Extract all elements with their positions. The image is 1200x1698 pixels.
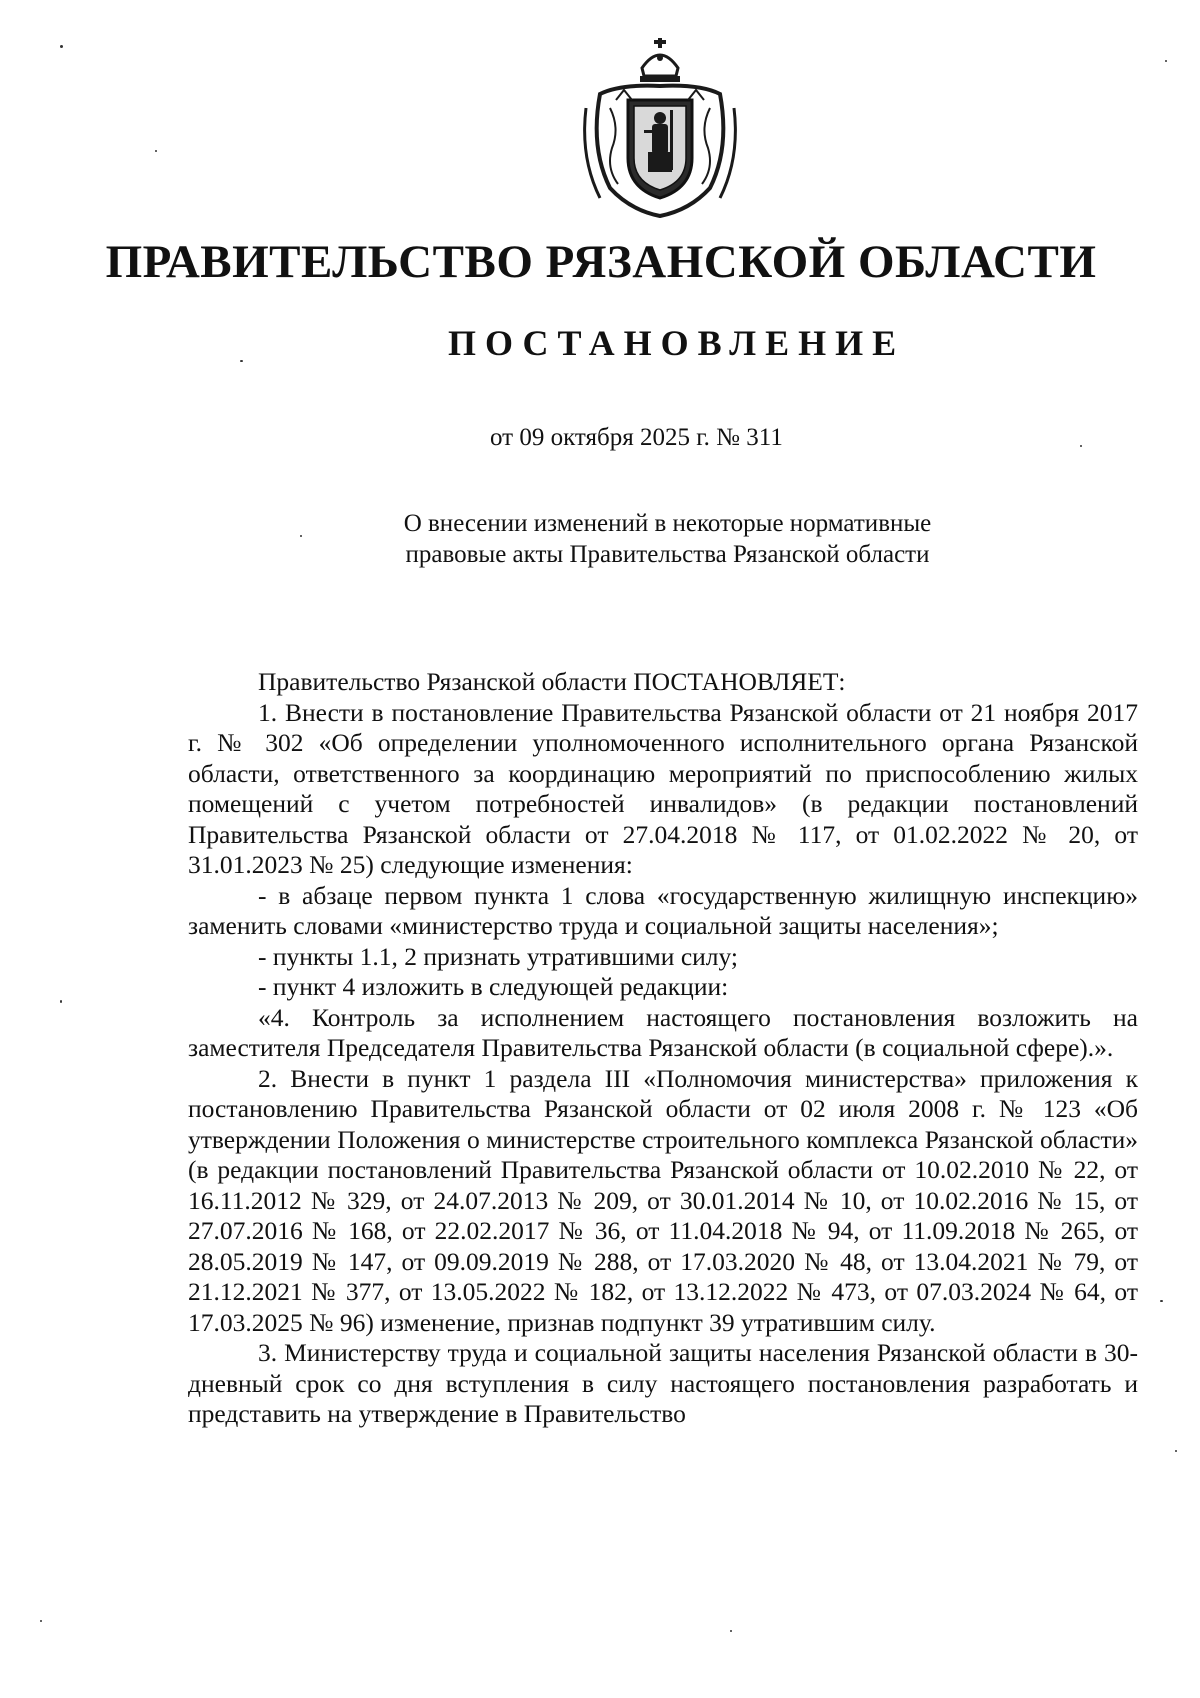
scan-speck xyxy=(40,1620,42,1622)
scan-speck xyxy=(730,1630,732,1632)
scan-speck xyxy=(1165,60,1167,62)
document-type-title: ПОСТАНОВЛЕНИЕ xyxy=(448,323,906,363)
paragraph-item-3: 3. Министерству труда и социальной защиты населения Рязанской области в 30-дневный срок со дня вступления в силу настоящего постановления разработать и представить на утверждение в Правительство xyxy=(188,1338,1138,1428)
subject-line-2: правовые акты Правительства Рязанской области xyxy=(405,541,930,568)
paragraph-item-1-change-c: - пункт 4 изложить в следующей редакции: xyxy=(258,972,729,1001)
paragraph-item-1-change-b: - пункты 1.1, 2 признать утратившими силу; xyxy=(258,941,739,971)
scan-speck xyxy=(155,150,157,152)
document-date-number: от 09 октября 2025 г. № 311 xyxy=(490,424,783,451)
intro-paragraph: Правительство Рязанской области ПОСТАНОВЛЯЕТ: xyxy=(258,667,846,696)
subject-line-1: О внесении изменений в некоторые нормативные xyxy=(403,510,932,537)
scan-speck xyxy=(1175,1450,1177,1452)
document-subject xyxy=(340,508,995,570)
scan-speck xyxy=(60,45,63,48)
scan-speck xyxy=(60,1000,62,1003)
scan-speck xyxy=(1080,445,1082,447)
paragraph-item-1-quote: «4. Контроль за исполнением настоящего постановления возложить на заместителя Председателя Правительства Рязанской области (в социальной сфере).». xyxy=(188,1002,1138,1062)
scan-speck xyxy=(240,360,243,362)
government-title: ПРАВИТЕЛЬСТВО РЯЗАНСКОЙ ОБЛАСТИ xyxy=(105,236,1097,288)
paragraph-item-1-change-a: - в абзаце первом пункта 1 слова «государственную жилищную инспекцию» заменить словами «министерство труда и социальной защиты населения»; xyxy=(188,880,1138,940)
paragraph-item-2: 2. Внести в пункт 1 раздела III «Полномочия министерства» приложения к постановлению Правительства Рязанской области от 02 июля 2008 г. № 123 «Об утверждении Положения о министерстве строительного комплекса Рязанской области» (в редакции постановлений Правительства Рязанской области от 10.02.2010 № 22, от 16.11.2012 № 329, от 24.07.2013 № 209, от 30.01.2014 № 10, от 10.02.2016 № 15, от 27.07.2016 № 168, от 22.02.2017 № 36, от 11.04.2018 № 94, от 11.09.2018 № 265, от 28.05.2019 № 147, от 09.09.2019 № 288, от 17.03.2020 № 48, от 13.04.2021 № 79, от 21.12.2021 № 377, от 13.05.2022 № 182, от 13.12.2022 № 473, от 07.03.2024 № 64, от 17.03.2025 № 96) изменение, признав подпункт 39 утратившим силу. xyxy=(188,1063,1138,1337)
scan-speck xyxy=(300,535,302,537)
document-body xyxy=(188,667,1138,1430)
paragraph-item-1: 1. Внести в постановление Правительства Рязанской области от 21 ноября 2017 г. № 302 «Об определении уполномоченного исполнительного органа Рязанской области, ответственного за координацию мероприятий по приспособлению жилых помещений с учетом потребностей инвалидов» (в редакции постановлений Правительства Рязанской области от 27.04.2018 № 117, от 01.02.2022 № 20, от 31.01.2023 № 25) следующие изменения: xyxy=(188,697,1138,879)
ryazan-coat-of-arms-icon xyxy=(580,38,740,218)
scan-speck xyxy=(1160,1300,1163,1302)
